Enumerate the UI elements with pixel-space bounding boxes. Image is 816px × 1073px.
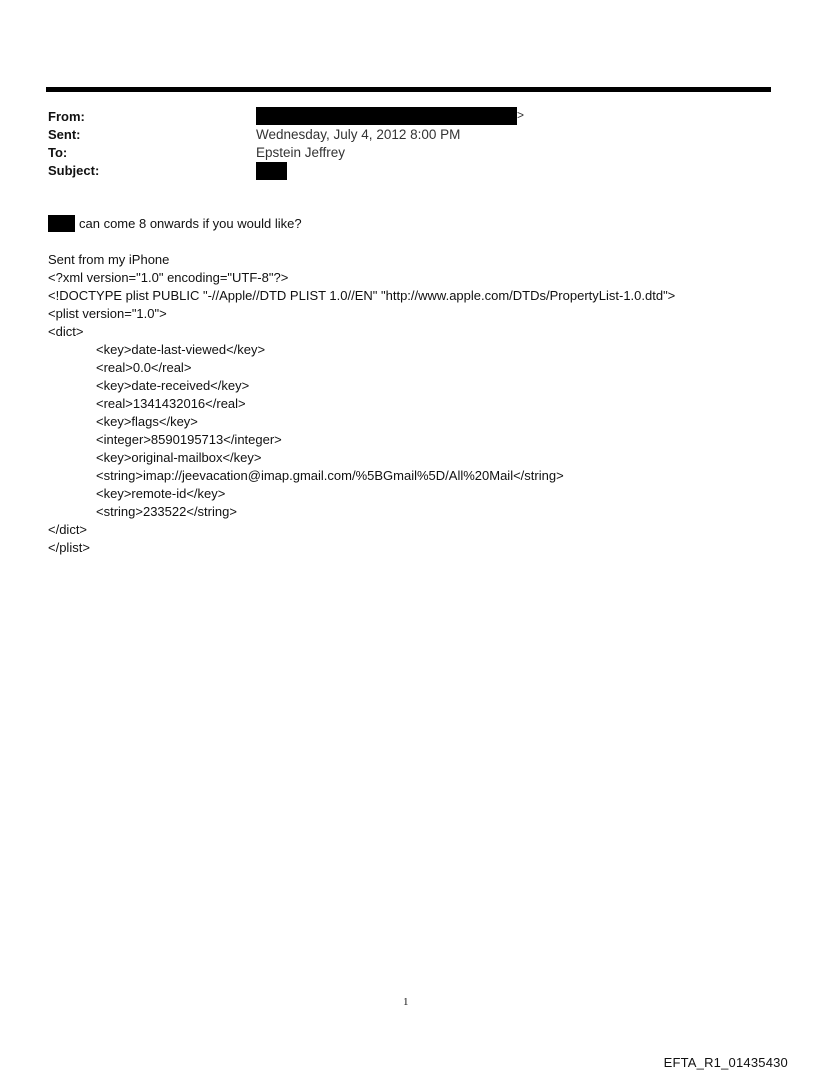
from-trailing-bracket: > bbox=[517, 108, 525, 122]
plist-entry-line: <string>imap://jeevacation@imap.gmail.com/%5BGmail%5D/All%20Mail</string> bbox=[96, 468, 564, 483]
plist-close-line: </plist> bbox=[48, 540, 90, 555]
redacted-name-block bbox=[48, 215, 75, 232]
plist-entry-line: <integer>8590195713</integer> bbox=[96, 432, 282, 447]
xml-declaration-line: <?xml version="1.0" encoding="UTF-8"?> bbox=[48, 270, 289, 285]
plist-entry-line: <key>remote-id</key> bbox=[96, 486, 226, 501]
redacted-from-block bbox=[256, 107, 517, 125]
message-text: can come 8 onwards if you would like? bbox=[79, 216, 302, 231]
plist-entry-line: <real>1341432016</real> bbox=[96, 396, 246, 411]
page-number: 1 bbox=[403, 996, 409, 1008]
bates-number: EFTA_R1_01435430 bbox=[663, 1055, 788, 1070]
dict-close-line: </dict> bbox=[48, 522, 88, 537]
redacted-subject-block bbox=[256, 162, 287, 180]
dict-open-line: <dict> bbox=[48, 324, 84, 339]
plist-entry-line: <key>original-mailbox</key> bbox=[96, 450, 262, 465]
top-divider bbox=[46, 87, 771, 92]
to-value: Epstein Jeffrey bbox=[256, 145, 346, 160]
doctype-line: <!DOCTYPE plist PUBLIC "-//Apple//DTD PLIST 1.0//EN" "http://www.apple.com/DTDs/PropertyList-1.0.dtd"> bbox=[48, 288, 676, 303]
sent-value: Wednesday, July 4, 2012 8:00 PM bbox=[256, 127, 461, 142]
plist-entry-line: <real>0.0</real> bbox=[96, 360, 192, 375]
subject-label: Subject: bbox=[48, 163, 100, 178]
plist-entry-line: <key>date-last-viewed</key> bbox=[96, 342, 266, 357]
plist-entry-line: <key>flags</key> bbox=[96, 414, 198, 429]
to-label: To: bbox=[48, 145, 68, 160]
signature-text: Sent from my iPhone bbox=[48, 252, 170, 267]
sent-label: Sent: bbox=[48, 127, 81, 142]
plist-entry-line: <key>date-received</key> bbox=[96, 378, 250, 393]
plist-open-line: <plist version="1.0"> bbox=[48, 306, 167, 321]
plist-entry-line: <string>233522</string> bbox=[96, 504, 237, 519]
from-label: From: bbox=[48, 109, 85, 124]
